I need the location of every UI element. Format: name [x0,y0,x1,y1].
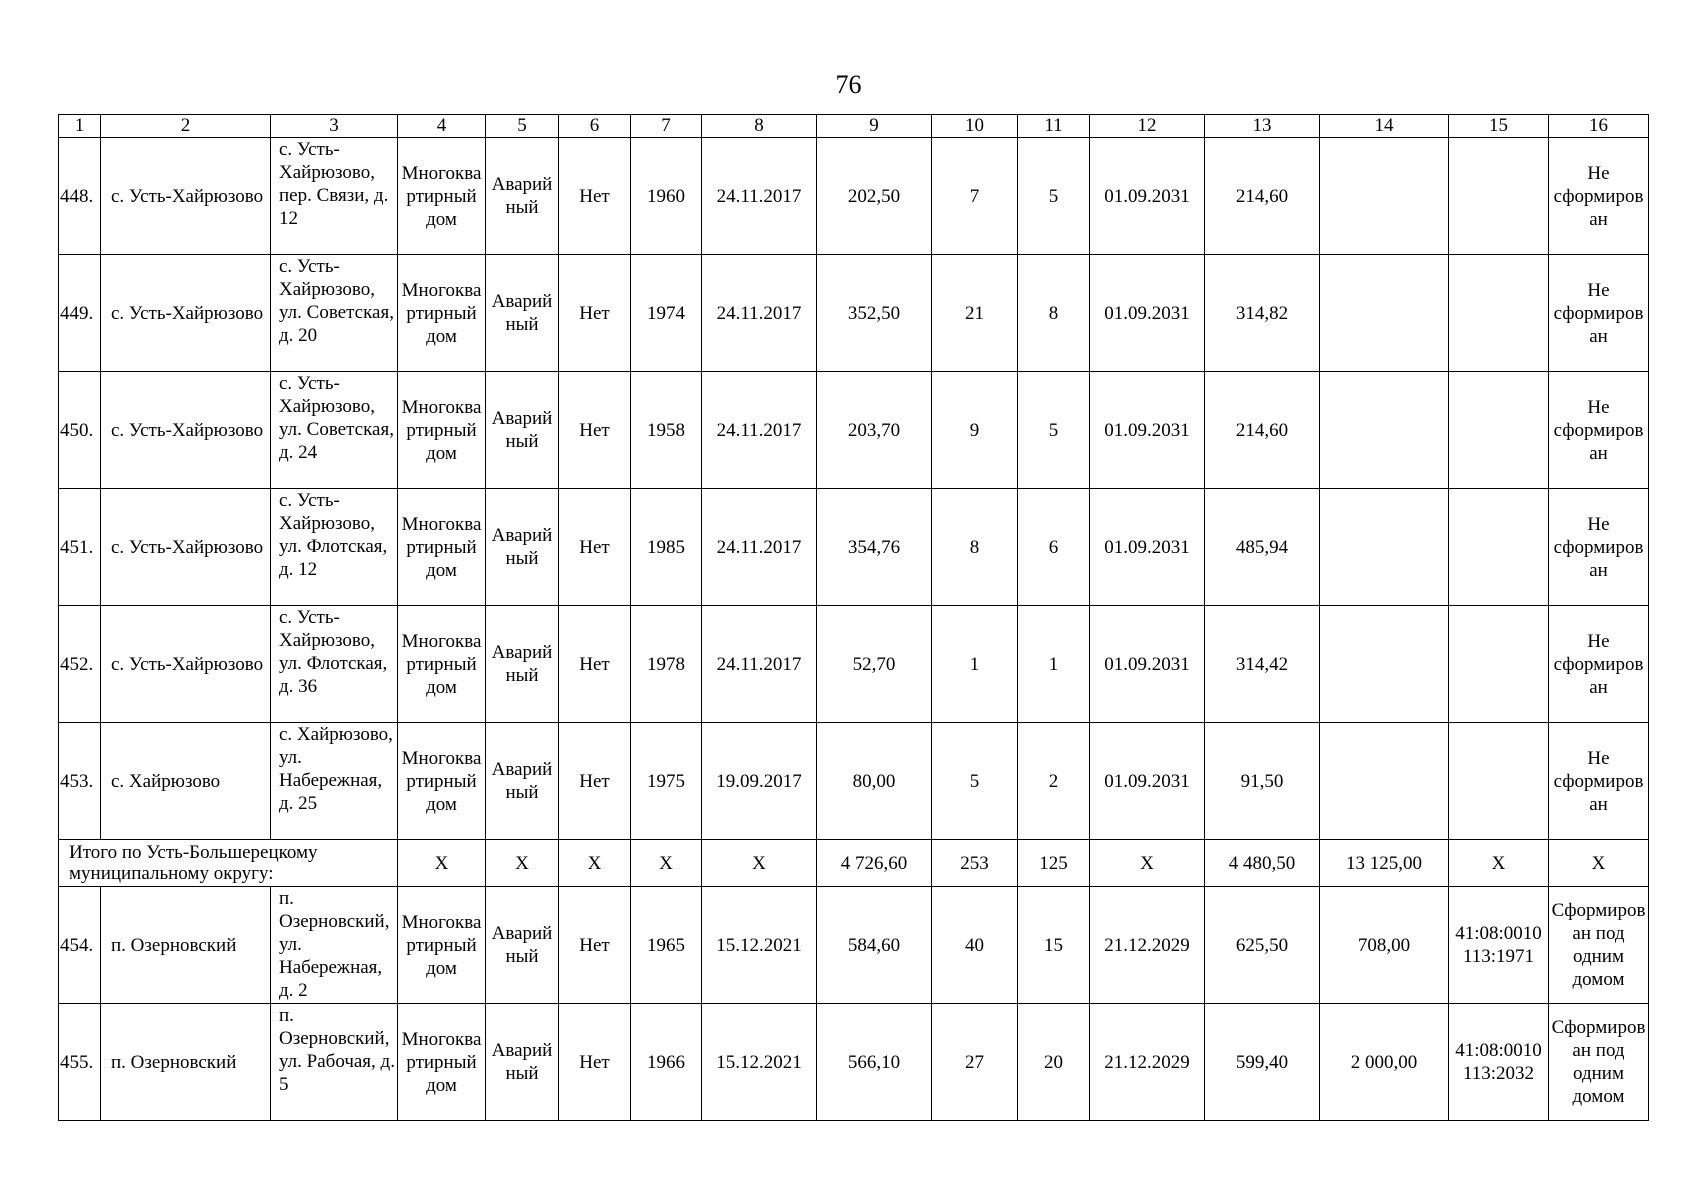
row-number: 455. [59,1004,101,1121]
resettlement-date: 21.12.2029 [1090,1004,1205,1121]
cell-col11: 15 [1018,887,1090,1004]
building-status: Аварийный [486,887,559,1004]
year-built: 1975 [631,723,702,840]
building-type: Многоквартирный дом [398,138,486,255]
total-cell-col6: Х [559,840,631,887]
cell-col10: 5 [932,723,1018,840]
settlement-name: с. Усть-Хайрюзово [101,489,271,606]
column-header-15: 15 [1449,115,1549,138]
total-cell-col12: Х [1090,840,1205,887]
total-area: 566,10 [817,1004,932,1121]
cell-col10: 21 [932,255,1018,372]
total-cell-col4: Х [398,840,486,887]
address: с. Усть-Хайрюзово, ул. Флотская, д. 36 [271,606,398,723]
resettlement-date: 01.09.2031 [1090,138,1205,255]
table-row [59,723,1649,840]
building-type: Многоквартирный дом [398,723,486,840]
resettlement-date: 01.09.2031 [1090,255,1205,372]
building-type: Многоквартирный дом [398,1004,486,1121]
row-number: 449. [59,255,101,372]
cell-col11: 6 [1018,489,1090,606]
total-area: 202,50 [817,138,932,255]
land-plot-status: Не сформирован [1549,606,1649,723]
cell-col6: Нет [559,723,631,840]
building-type: Многоквартирный дом [398,255,486,372]
row-number: 448. [59,138,101,255]
resettlement-date: 21.12.2029 [1090,887,1205,1004]
land-plot-status: Сформирован под одним домом [1549,887,1649,1004]
resettlement-date: 01.09.2031 [1090,372,1205,489]
recognition-date: 15.12.2021 [702,1004,817,1121]
cadastral-number [1449,489,1549,606]
cell-col13: 599,40 [1205,1004,1320,1121]
building-status: Аварийный [486,372,559,489]
column-header-8: 8 [702,115,817,138]
row-number: 452. [59,606,101,723]
total-area: 80,00 [817,723,932,840]
cell-col14 [1320,723,1449,840]
row-number: 450. [59,372,101,489]
column-header-7: 7 [631,115,702,138]
cell-col11: 8 [1018,255,1090,372]
cell-col14 [1320,606,1449,723]
cell-col13: 314,82 [1205,255,1320,372]
settlement-name: с. Усть-Хайрюзово [101,606,271,723]
cell-col13: 625,50 [1205,887,1320,1004]
cell-col10: 7 [932,138,1018,255]
cell-col13: 91,50 [1205,723,1320,840]
cell-col6: Нет [559,255,631,372]
cell-col10: 27 [932,1004,1018,1121]
row-number: 451. [59,489,101,606]
address: с. Усть-Хайрюзово, ул. Советская, д. 24 [271,372,398,489]
cell-col13: 214,60 [1205,138,1320,255]
year-built: 1958 [631,372,702,489]
address: п. Озерновский, ул. Набережная, д. 2 [271,887,398,1004]
resettlement-date: 01.09.2031 [1090,489,1205,606]
cell-col11: 5 [1018,372,1090,489]
cell-col14: 708,00 [1320,887,1449,1004]
building-status: Аварийный [486,138,559,255]
column-header-5: 5 [486,115,559,138]
land-plot-status: Не сформирован [1549,372,1649,489]
total-cell-col9: 4 726,60 [817,840,932,887]
total-cell-col14: 13 125,00 [1320,840,1449,887]
building-status: Аварийный [486,255,559,372]
cell-col14 [1320,255,1449,372]
cell-col13: 314,42 [1205,606,1320,723]
cell-col11: 5 [1018,138,1090,255]
total-cell-col8: Х [702,840,817,887]
total-cell-col13: 4 480,50 [1205,840,1320,887]
cell-col6: Нет [559,887,631,1004]
cadastral-number [1449,606,1549,723]
table-row [59,372,1649,489]
settlement-name: с. Усть-Хайрюзово [101,138,271,255]
year-built: 1965 [631,887,702,1004]
cell-col6: Нет [559,1004,631,1121]
column-header-14: 14 [1320,115,1449,138]
cell-col6: Нет [559,372,631,489]
cell-col6: Нет [559,606,631,723]
column-header-4: 4 [398,115,486,138]
recognition-date: 24.11.2017 [702,489,817,606]
recognition-date: 15.12.2021 [702,887,817,1004]
table-row [59,138,1649,255]
column-header-10: 10 [932,115,1018,138]
year-built: 1978 [631,606,702,723]
total-row [59,840,1649,887]
total-area: 354,76 [817,489,932,606]
address: с. Усть-Хайрюзово, ул. Флотская, д. 12 [271,489,398,606]
building-type: Многоквартирный дом [398,887,486,1004]
cadastral-number [1449,723,1549,840]
total-cell-col7: Х [631,840,702,887]
cell-col13: 214,60 [1205,372,1320,489]
table-row [59,489,1649,606]
year-built: 1960 [631,138,702,255]
year-built: 1974 [631,255,702,372]
settlement-name: п. Озерновский [101,887,271,1004]
column-header-16: 16 [1549,115,1649,138]
column-header-12: 12 [1090,115,1205,138]
land-plot-status: Не сформирован [1549,723,1649,840]
cell-col14 [1320,138,1449,255]
table-row [59,255,1649,372]
total-label: Итого по Усть-Большерецкому муниципальному округу: [59,840,398,887]
cadastral-number [1449,138,1549,255]
resettlement-date: 01.09.2031 [1090,606,1205,723]
building-status: Аварийный [486,489,559,606]
cell-col10: 1 [932,606,1018,723]
cadastral-number: 41:08:0010113:2032 [1449,1004,1549,1121]
cell-col10: 9 [932,372,1018,489]
total-cell-col16: Х [1549,840,1649,887]
cadastral-number [1449,255,1549,372]
cell-col6: Нет [559,489,631,606]
cell-col10: 40 [932,887,1018,1004]
address: с. Усть-Хайрюзово, ул. Советская, д. 20 [271,255,398,372]
cell-col14: 2 000,00 [1320,1004,1449,1121]
table-row [59,1004,1649,1121]
building-type: Многоквартирный дом [398,372,486,489]
cadastral-number [1449,372,1549,489]
column-header-6: 6 [559,115,631,138]
land-plot-status: Не сформирован [1549,489,1649,606]
column-header-9: 9 [817,115,932,138]
settlement-name: с. Усть-Хайрюзово [101,372,271,489]
building-status: Аварийный [486,1004,559,1121]
column-header-11: 11 [1018,115,1090,138]
total-cell-col15: Х [1449,840,1549,887]
recognition-date: 24.11.2017 [702,138,817,255]
row-number: 454. [59,887,101,1004]
year-built: 1985 [631,489,702,606]
cell-col13: 485,94 [1205,489,1320,606]
settlement-name: п. Озерновский [101,1004,271,1121]
land-plot-status: Не сформирован [1549,255,1649,372]
cell-col10: 8 [932,489,1018,606]
total-area: 584,60 [817,887,932,1004]
recognition-date: 24.11.2017 [702,606,817,723]
cell-col14 [1320,489,1449,606]
year-built: 1966 [631,1004,702,1121]
recognition-date: 24.11.2017 [702,372,817,489]
resettlement-date: 01.09.2031 [1090,723,1205,840]
settlement-name: с. Хайрюзово [101,723,271,840]
header-row [59,115,1649,138]
total-cell-col5: Х [486,840,559,887]
building-status: Аварийный [486,606,559,723]
page-number: 76 [835,70,862,99]
recognition-date: 19.09.2017 [702,723,817,840]
table-row [59,606,1649,723]
land-plot-status: Сформирован под одним домом [1549,1004,1649,1121]
cell-col11: 1 [1018,606,1090,723]
column-header-13: 13 [1205,115,1320,138]
total-cell-col10: 253 [932,840,1018,887]
cell-col11: 2 [1018,723,1090,840]
building-type: Многоквартирный дом [398,489,486,606]
cell-col11: 20 [1018,1004,1090,1121]
column-header-3: 3 [271,115,398,138]
total-cell-col11: 125 [1018,840,1090,887]
row-number: 453. [59,723,101,840]
column-header-2: 2 [101,115,271,138]
column-header-1: 1 [59,115,101,138]
building-status: Аварийный [486,723,559,840]
address: п. Озерновский, ул. Рабочая, д. 5 [271,1004,398,1121]
address: с. Хайрюзово, ул. Набережная, д. 25 [271,723,398,840]
building-type: Многоквартирный дом [398,606,486,723]
table-row [59,887,1649,1004]
land-plot-status: Не сформирован [1549,138,1649,255]
total-area: 203,70 [817,372,932,489]
settlement-name: с. Усть-Хайрюзово [101,255,271,372]
recognition-date: 24.11.2017 [702,255,817,372]
total-area: 352,50 [817,255,932,372]
register-table [58,114,1649,1121]
cell-col14 [1320,372,1449,489]
cadastral-number: 41:08:0010113:1971 [1449,887,1549,1004]
address: с. Усть-Хайрюзово, пер. Связи, д. 12 [271,138,398,255]
total-area: 52,70 [817,606,932,723]
cell-col6: Нет [559,138,631,255]
